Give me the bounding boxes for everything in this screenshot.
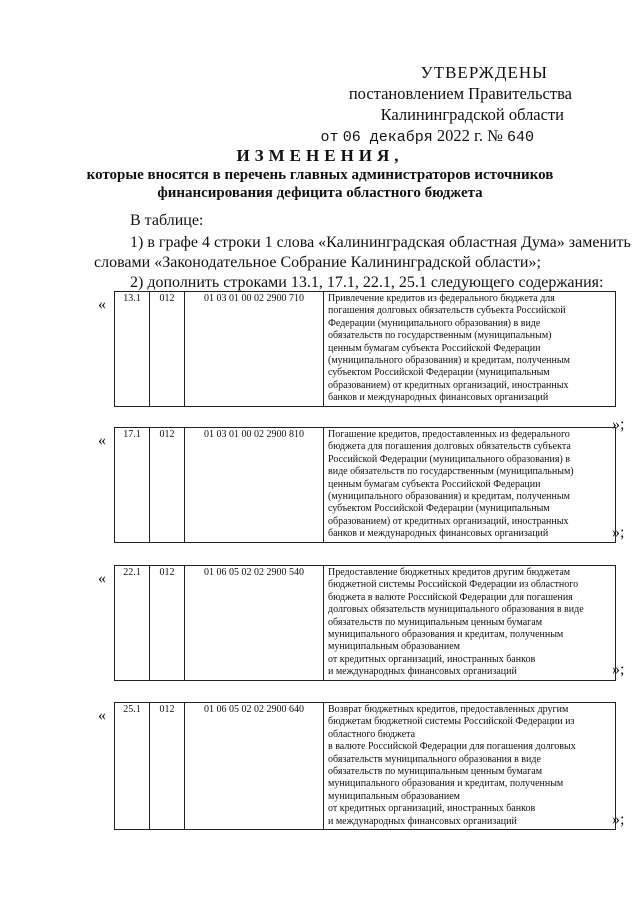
open-quote: « [98, 296, 106, 313]
row-description: Погашение кредитов, предоставленных из федерального бюджета для погашения долговых обязательств субъекта Российской Федерации (муниципального образования) в виде обязательств по государственным (муниципальным) ценным бумагам субъекта Российской Федерации (муниципального образования) и кредитам, полученным субъектом Российской Федерации (муниципальным образованием) от кредитных организаций, иностранных банков и международных финансовых организаций [324, 428, 616, 543]
approval-line-2: постановлением Правительства [348, 84, 572, 103]
date-value: 06 декабря [342, 129, 433, 146]
table-row [114, 702, 616, 830]
date-prefix: от [320, 129, 339, 146]
close-quote: »; [612, 661, 625, 678]
item-1-line-2: словами «Законодательное Собрание Калининградской области»; [94, 254, 541, 271]
approval-date-line [321, 125, 534, 148]
approval-line-3: Калининградской области [380, 105, 564, 124]
approval-block [321, 62, 602, 148]
row-number: 13.1 [115, 292, 150, 407]
close-quote: »; [612, 416, 625, 433]
close-quote: »; [612, 811, 625, 828]
intro-text: В таблице: [130, 212, 204, 229]
admin-code: 012 [150, 428, 185, 543]
title-subline-1: которые вносятся в перечень главных администраторов источников [86, 167, 554, 183]
close-quote: »; [612, 524, 625, 541]
table-row [114, 427, 616, 543]
decree-number: 640 [506, 129, 534, 146]
document-title [0, 146, 640, 202]
approval-heading: УТВЕРЖДЕНЫ [420, 63, 548, 82]
admin-code: 012 [150, 703, 185, 830]
table-row [114, 565, 616, 681]
source-code: 01 03 01 00 02 2900 810 [185, 428, 324, 543]
title-subline-2: финансирования дефицита областного бюджета [157, 185, 483, 201]
admin-code: 012 [150, 292, 185, 407]
source-code: 01 03 01 00 02 2900 710 [185, 292, 324, 407]
source-code: 01 06 05 02 02 2900 540 [185, 566, 324, 681]
title-heading: ИЗМЕНЕНИЯ, [236, 146, 404, 165]
date-year: 2022 г. № [436, 126, 503, 145]
source-code: 01 06 05 02 02 2900 640 [185, 703, 324, 830]
item-1-line-1: 1) в графе 4 строки 1 слова «Калининградская областная Дума» заменить [130, 234, 631, 251]
row-number: 22.1 [115, 566, 150, 681]
admin-code: 012 [150, 566, 185, 681]
open-quote: « [98, 570, 106, 587]
table-row [114, 291, 616, 407]
open-quote: « [98, 432, 106, 449]
row-description: Возврат бюджетных кредитов, предоставленных другим бюджетам бюджетной системы Российской Федерации из областного бюджета в валюте Российской Федерации для погашения долговых обязательств муниципального образования в виде обязательств по муниципальным ценным бумагам муниципального образования и кредитам, полученным муниципальным образованием от кредитных организаций, иностранных банков и международных финансовых организаций [324, 703, 616, 830]
row-description: Привлечение кредитов из федерального бюджета для погашения долговых обязательств субъекта Российской Федерации (муниципального образования) в виде обязательств по государственным (муниципальным) ценным бумагам субъекта Российской Федерации (муниципального образования) и кредитам, полученным субъектом Российской Федерации (муниципальным образованием) от кредитных организаций, иностранных банков и международных финансовых организаций [324, 292, 616, 407]
row-number: 17.1 [115, 428, 150, 543]
row-number: 25.1 [115, 703, 150, 830]
open-quote: « [98, 707, 106, 724]
item-2: 2) дополнить строками 13.1, 17.1, 22.1, 25.1 следующего содержания: [130, 274, 604, 291]
row-description: Предоставление бюджетных кредитов другим бюджетам бюджетной системы Российской Федерации из областного бюджета в валюте Российской Федерации для погашения долговых обязательств муниципального образования в виде обязательств по муниципальным ценным бумагам муниципального образования и кредитам, полученным муниципальным образованием от кредитных организаций, иностранных банков и международных финансовых организаций [324, 566, 616, 681]
